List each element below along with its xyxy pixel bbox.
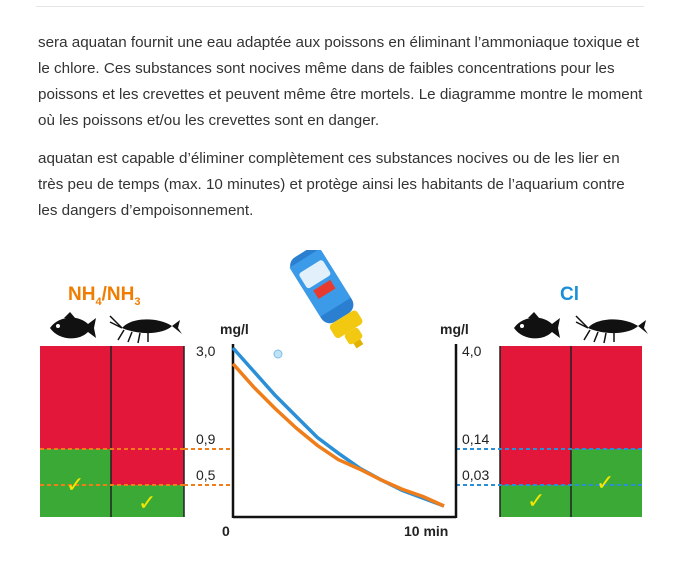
right-unit-label: mg/l (440, 321, 469, 337)
left-bars (40, 346, 186, 517)
right-tick-top: 4,0 (462, 343, 482, 359)
shrimp-check-icon: ✓ (596, 471, 615, 496)
shrimp-danger-zone (111, 346, 184, 485)
chart-curves (233, 348, 444, 506)
fish-icon (514, 312, 560, 338)
detail-paragraph: aquatan est capable d’éliminer complètement ces substances nocives ou de les lier en très peu de temps (max. 10 minutes) et protège ainsi les habitants de l’aquarium contre les dangers d’empoisonnement. (38, 150, 625, 219)
x-start-label: 0 (222, 523, 230, 539)
fish-check-icon: ✓ (66, 473, 85, 498)
left-tick-top: 3,0 (196, 343, 216, 359)
fish-check-icon: ✓ (527, 489, 546, 514)
drop-icon (274, 350, 282, 358)
right-tick-low: 0,03 (462, 467, 490, 483)
right-title: Cl (560, 284, 579, 305)
fish-icon (50, 312, 96, 338)
fish-danger-zone (500, 346, 571, 485)
top-divider (36, 6, 644, 7)
bottle-icon (286, 250, 375, 356)
shrimp-icon (576, 316, 648, 343)
shrimp-icon (110, 316, 182, 343)
fish-danger-zone (40, 346, 111, 449)
blue-curve (233, 348, 444, 506)
right-tick-mid: 0,14 (462, 431, 490, 447)
x-end-label: 10 min (404, 523, 449, 539)
shrimp-check-icon: ✓ (138, 491, 157, 516)
left-tick-low: 0,5 (196, 467, 216, 483)
intro-paragraph: sera aquatan fournit une eau adaptée aux poissons en éliminant l’ammoniaque toxique et le chlore. Ces substances sont nocives même dans de faibles concentrations pour les poissons et les crevettes et peuvent même être mortels. Le diagramme montre le moment où les poissons et/ou les crevettes sont en danger. (38, 34, 643, 129)
shrimp-danger-zone (571, 346, 642, 449)
left-tick-mid: 0,9 (196, 431, 216, 447)
chart-axes (184, 344, 456, 518)
left-title: $NH_4/NH_3$ (68, 284, 141, 308)
toxicity-diagram (0, 250, 680, 550)
left-unit-label: mg/l (220, 321, 249, 337)
